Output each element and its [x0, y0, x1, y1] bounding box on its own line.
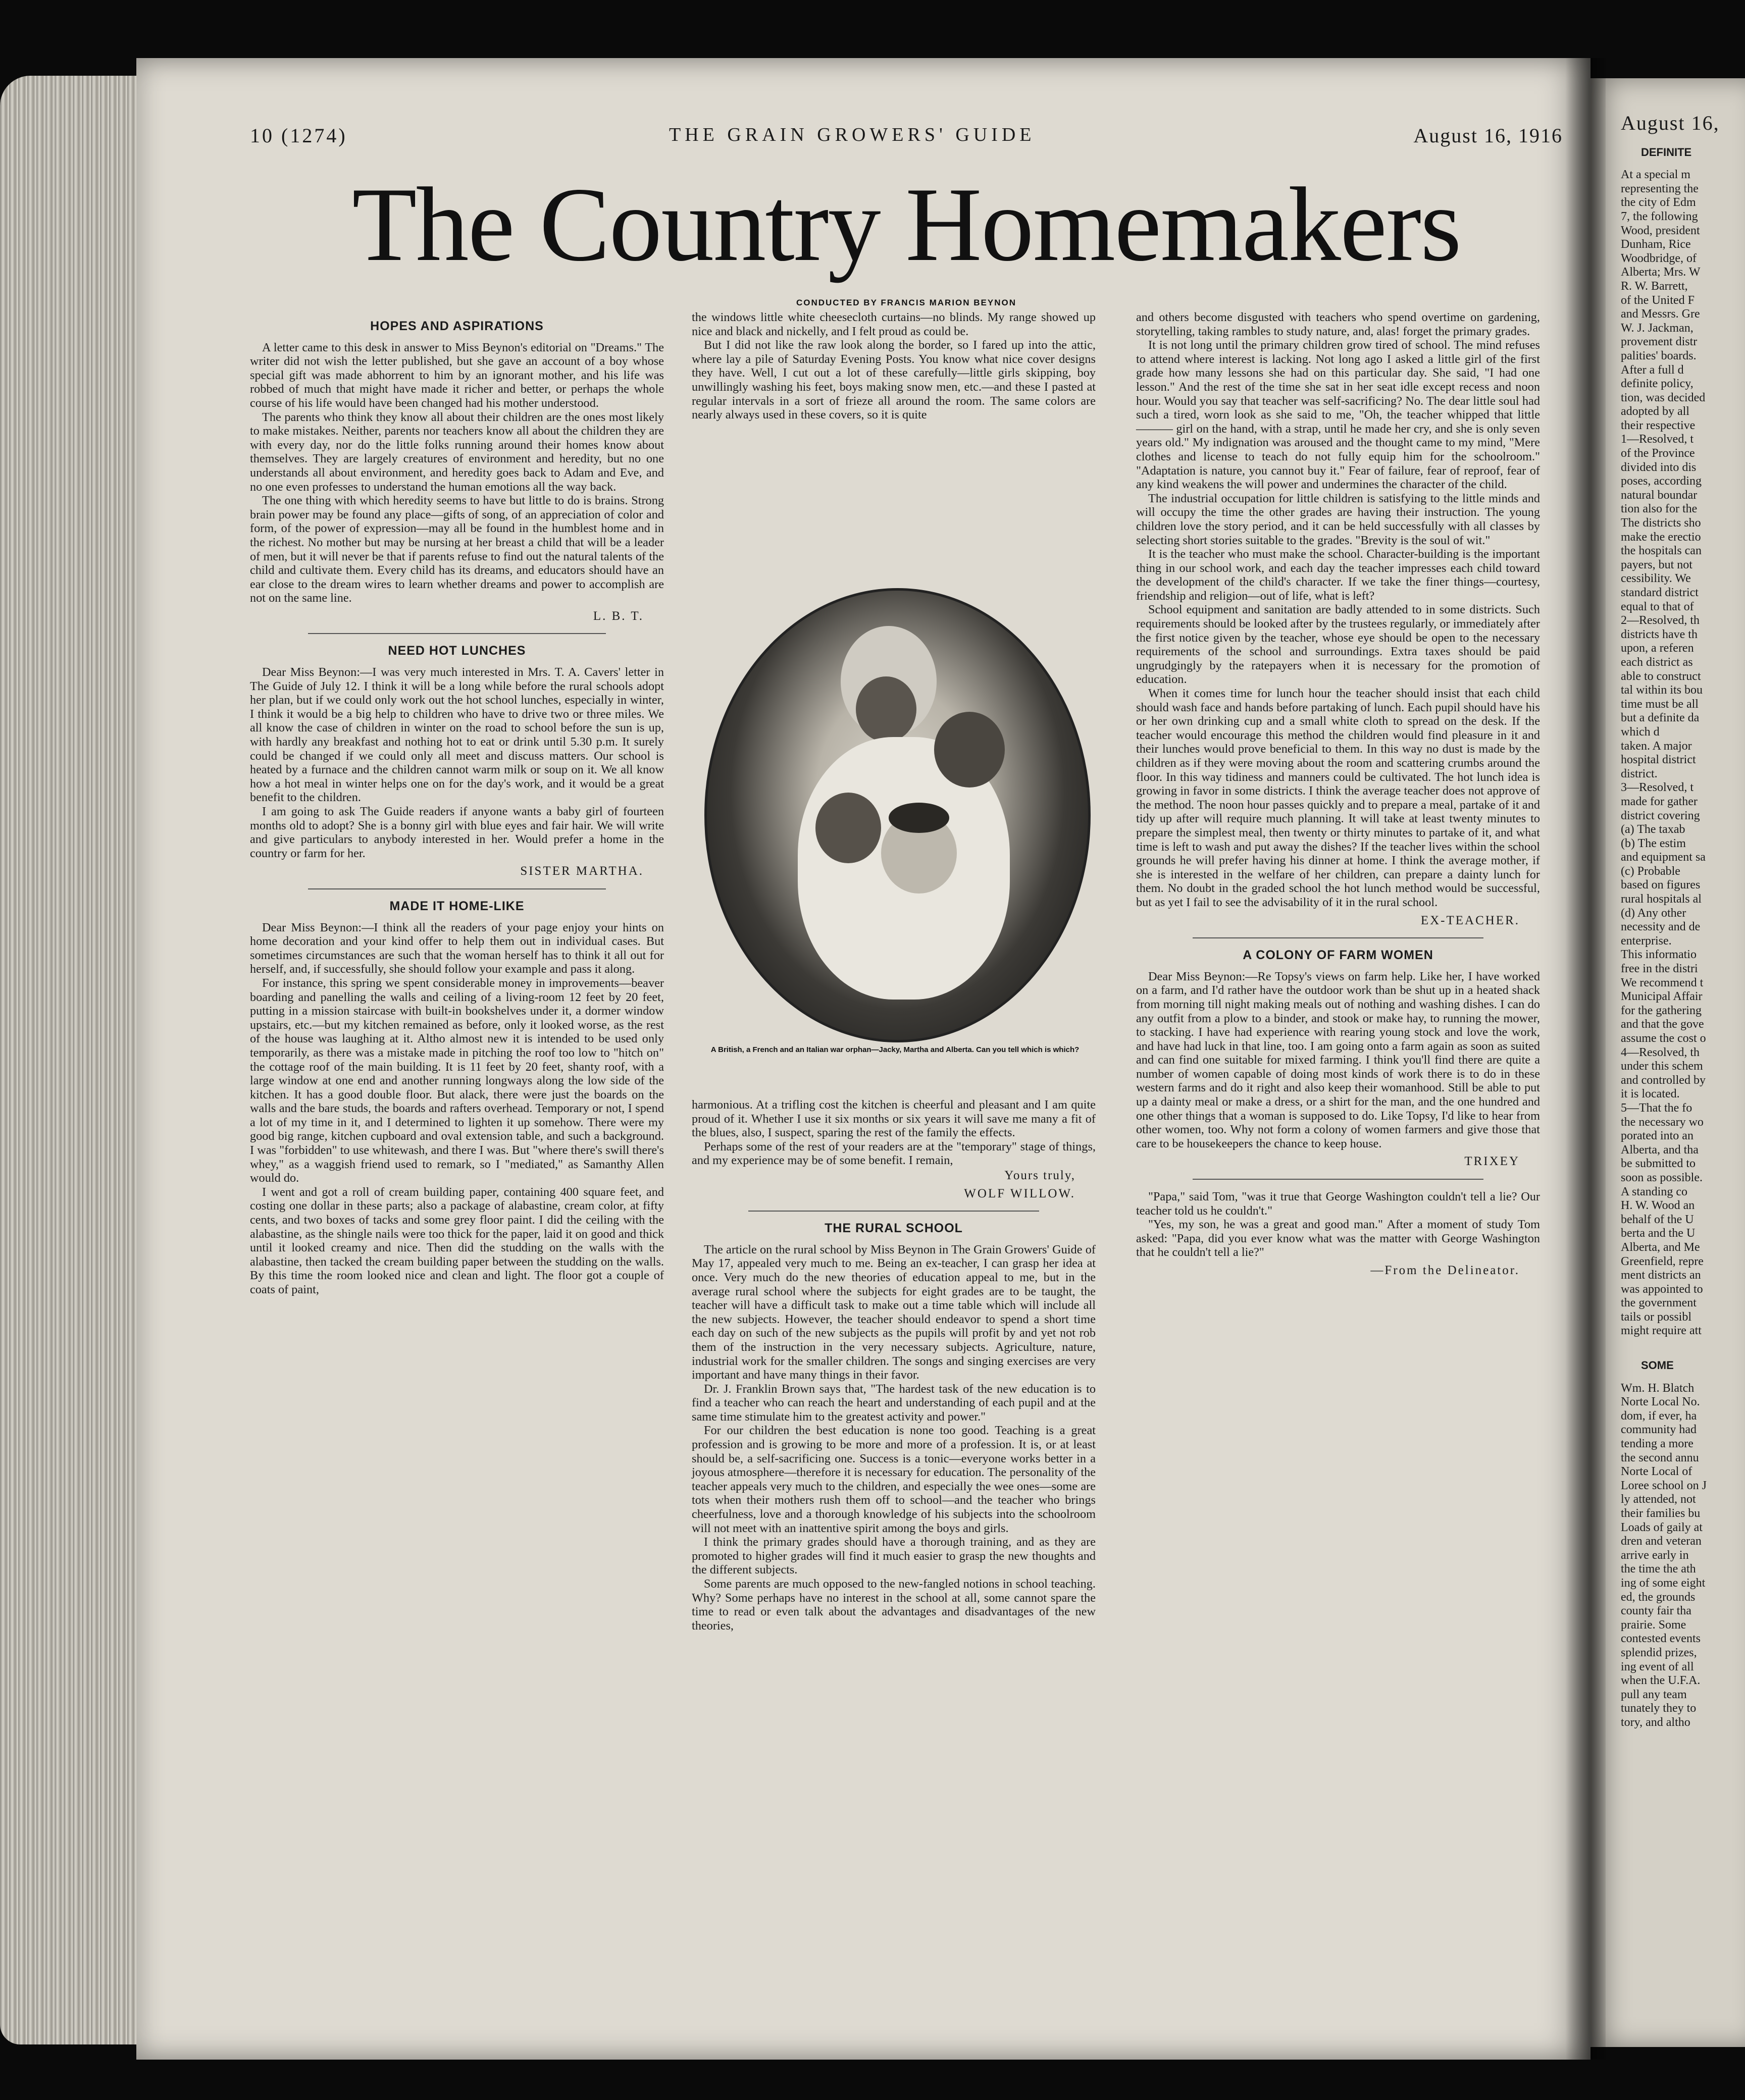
- facing-line: 2—Resolved, th: [1621, 614, 1700, 627]
- facing-line: pull any team: [1621, 1688, 1687, 1701]
- facing-line: time must be all: [1621, 697, 1699, 711]
- facing-line: prairie. Some: [1621, 1618, 1686, 1632]
- article-heading-lunches: NEED HOT LUNCHES: [388, 644, 526, 658]
- paragraph: A letter came to this desk in answer to Miss Beynon's editorial on "Dreams." The writer did not wish the letter published, but she gave an account of a boy whose special gift was made abhorrent to him by an ignorant mother, and his life was robbed of much that might have made it richer and better, or perhaps the whole course of his life would have been changed had his mother understood.: [250, 340, 664, 410]
- facing-line: hospital district: [1621, 753, 1696, 767]
- photo-shape: [934, 712, 1005, 788]
- facing-line: when the U.F.A.: [1621, 1674, 1701, 1688]
- paragraph: the windows little white cheesecloth curtains—no blinds. My range showed up nice and black and nickelly, and I felt proud as could be.: [692, 310, 1096, 338]
- facing-line: equal to that of: [1621, 600, 1694, 613]
- facing-line: upon, a referen: [1621, 642, 1694, 655]
- facing-line: but a definite da: [1621, 711, 1700, 725]
- facing-line: able to construct: [1621, 669, 1701, 683]
- facing-line: ly attended, not: [1621, 1493, 1696, 1506]
- facing-line: their respective: [1621, 418, 1696, 432]
- paragraph: The industrial occupation for little children is satisfying to the little minds and will occupy the time the other grades are having their instruction. The young children love the story period, and it can be held successfully with all classes by selecting short stories suitable to the grades. "Brevity is the soul of wit.": [1136, 491, 1540, 547]
- facing-line: was appointed to: [1621, 1282, 1703, 1296]
- paragraph: "Yes, my son, he was a great and good man." After a moment of study Tom asked: "Papa, did you ever know what was the matter with George Washington that he couldn't tell a lie?": [1136, 1218, 1540, 1259]
- facing-line: H. W. Wood an: [1621, 1199, 1695, 1213]
- facing-line: adopted by all: [1621, 405, 1689, 418]
- facing-line: it is located.: [1621, 1087, 1680, 1101]
- facing-lines-1: [1621, 168, 1745, 1338]
- facing-line: behalf of the U: [1621, 1213, 1694, 1226]
- paragraph: Some parents are much opposed to the new-fangled notions in school teaching. Why? Some perhaps have no interest in the school at all, some cannot spare the time to read or even talk about the advantages and disadvantages of the new theories,: [692, 1577, 1096, 1633]
- article-heading-hopes: HOPES AND ASPIRATIONS: [370, 319, 544, 333]
- facing-line: contested events: [1621, 1632, 1701, 1646]
- paragraph: Dear Miss Beynon:—I was very much interested in Mrs. T. A. Cavers' letter in The Guide of July 12. I think it will be a long while before the rural schools adopt her plan, but if we could only work out the hot school lunches, especially in winter, I think it would be a big help to children who have to drive two or three miles. We all know the case of children in winter on the road to school before the sun is up, with hardly any breakfast and nothing hot to eat or drink until 5.30 p.m. It surely could be changed if we could only all meet and discuss matters. Our school is heated by a furnace and the children cannot warm milk or soup on it. We all know how a hot meal in winter helps one on for the day's work, and it would be a great benefit to the children.: [250, 665, 664, 805]
- source-credit: —From the Delineator.: [1370, 1264, 1520, 1277]
- facing-line: the time the ath: [1621, 1562, 1696, 1576]
- facing-line: At a special m: [1621, 168, 1690, 182]
- column-2-top: [692, 310, 1096, 422]
- facing-line: the hospitals can: [1621, 544, 1702, 558]
- book-page-edges: [0, 76, 141, 2044]
- facing-line: Dunham, Rice: [1621, 238, 1691, 251]
- facing-line: of the United F: [1621, 293, 1695, 307]
- facing-heading-definite: DEFINITE: [1641, 145, 1692, 159]
- column-2-bottom: [692, 1098, 1096, 1633]
- facing-line: representing the: [1621, 182, 1699, 195]
- page-number: 10 (1274): [250, 124, 347, 147]
- facing-line: under this schem: [1621, 1060, 1703, 1073]
- photo-shape: [815, 793, 881, 863]
- column-3: [1136, 310, 1540, 1283]
- facing-line: community had: [1621, 1423, 1697, 1437]
- divider: [308, 633, 606, 634]
- facing-line: and Messrs. Gre: [1621, 307, 1700, 321]
- paragraph: I am going to ask The Guide readers if anyone wants a baby girl of fourteen months old to adopt? She is a bonny girl with blue eyes and fair hair. We will write and give particulars to anybody interested in her. Would prefer a home in the country or farm for her.: [250, 805, 664, 860]
- facing-line: free in the distri: [1621, 962, 1698, 976]
- facing-line: Alberta, and Me: [1621, 1240, 1700, 1254]
- facing-line: tails or possibl: [1621, 1310, 1692, 1324]
- paragraph: The one thing with which heredity seems to have but little to do is brains. Strong brain power may be found any place—gifts of song, of an appreciation of color and form, of the power of expression—may all be found in the humblest home and in the richest. No mother but may be nursing at her breast a child that will be a leader of men, but it will never be that if parents refuse to find out the natural talents of the child and cultivate them. Every child has its dreams, and educators should have an ear close to the dream wires to learn whether dreams and power to accomplish are not on the same line.: [250, 494, 664, 605]
- paragraph: When it comes time for lunch hour the teacher should insist that each child should wash face and hands before partaking of lunch. Each pupil should have his or her own drinking cup and a small white cloth to spread on the desk. If the teacher would encourage this method the children would find pleasure in it and their lunches would prove beneficial to them. In this way no dust is made by the children as if they were moving about the room and scattering crumbs around the floor. In this way tidiness and manners could be cultivated. The hot lunch idea is growing in favor in some districts. I think the average teacher does not approve of the method. The noon hour passes quickly and to prepare a meal, partake of it and tidy up after will require much planning. It will take at least twenty minutes to prepare the simplest meal, then twenty or thirty minutes to partake of it, and what time is left to wash and put away the dishes? If the teacher lives within the school grounds he will prefer having his dinner at home. I think the average mother, if she is interested in the welfare of her children, can prepare a dainty lunch for them. No doubt in the graded school the hot lunch method would be successful, but as yet I fail to see the advisability of it in the rural school.: [1136, 687, 1540, 909]
- facing-line: the government: [1621, 1296, 1697, 1310]
- divider: [1193, 1179, 1483, 1180]
- photo-shape: [889, 803, 949, 833]
- facing-line: rural hospitals al: [1621, 892, 1702, 906]
- facing-line: taken. A major: [1621, 739, 1692, 753]
- facing-line: be submitted to: [1621, 1157, 1696, 1171]
- facing-line: cessibility. We: [1621, 572, 1691, 586]
- facing-line: Woodbridge, of: [1621, 251, 1697, 265]
- paragraph: For instance, this spring we spent considerable money in improvements—beaver boarding and panelling the walls and ceiling of a living-room 12 feet by 20 feet, putting in a mission staircase with built-in bookshelves under it, a dormer window upstairs, etc.—but my kitchen remained as before, only it looked worse, as the rest of the house was laughing at it. Altho almost new it is intended to be used only temporarily, as there was a mistake made in pitching the roof too low to "hitch on" the cottage roof of the main building. It is 11 feet by 20 feet, shanty roof, with a large window at one end and another running longways along the low side of the kitchen. It has a good double floor. But alack, there were just the boards on the walls and the bare studs, the boards and rafters overhead. Temporary or not, I spend a lot of my time in it, and I determined to lighten it up somehow. There were my good big range, kitchen cupboard and oval extension table, and such a background. I was "forbidden" to use whitewash, and there I was. But "where there's swill there's whey," as a waggish friend used to remark, so I "mediated," as Samanthy Allen would do.: [250, 976, 664, 1185]
- book-gutter: [1565, 58, 1606, 2060]
- paragraph: harmonious. At a trifling cost the kitchen is cheerful and pleasant and I am quite proud of it. Whether I use it six months or six years it will save me many a fit of the blues, also, I suspect, sparing the rest of the family the effects.: [692, 1098, 1096, 1140]
- facing-line: the necessary wo: [1621, 1115, 1704, 1129]
- paragraph: "Papa," said Tom, "was it true that George Washington couldn't tell a lie? Our teacher told us he couldn't.": [1136, 1190, 1540, 1218]
- photo-figure: [699, 588, 1091, 1060]
- facing-line: each district as: [1621, 655, 1693, 669]
- paragraph: Dear Miss Beynon:—I think all the readers of your page enjoy your hints on home decoration and your kind offer to help them out in individual cases. But sometimes circumstances are such that the woman herself has to think it all out for herself, and, if successfully, she should follow your example and pass it along.: [250, 920, 664, 976]
- divider: [308, 888, 606, 889]
- facing-line: 7, the following: [1621, 209, 1698, 223]
- facing-line: and controlled by: [1621, 1073, 1706, 1087]
- facing-line: After a full d: [1621, 363, 1684, 377]
- facing-line: county fair tha: [1621, 1604, 1691, 1618]
- facing-line: Greenfield, repre: [1621, 1254, 1704, 1268]
- facing-line: payers, but not: [1621, 558, 1692, 571]
- facing-line: arrive early in: [1621, 1548, 1689, 1562]
- facing-line: tunately they to: [1621, 1702, 1697, 1715]
- facing-line: Wood, president: [1621, 224, 1700, 237]
- facing-line: Norte Local of: [1621, 1465, 1692, 1479]
- facing-line: Wm. H. Blatch: [1621, 1381, 1695, 1395]
- facing-line: natural boundar: [1621, 488, 1698, 502]
- facing-line: divided into dis: [1621, 460, 1697, 474]
- paragraph: Perhaps some of the rest of your readers are at the "temporary" stage of things, and my experience may be of some benefit. I remain,: [692, 1139, 1096, 1168]
- paragraph: It is the teacher who must make the school. Character-building is the important thing in our school work, and each day the teacher impresses each child toward the development of the child's character. If we take the finer things—courtesy, friendship and religion—out of life, what is left?: [1136, 547, 1540, 603]
- facing-line: based on figures: [1621, 878, 1701, 892]
- photo-shape: [856, 676, 916, 742]
- facing-line: of the Province: [1621, 447, 1695, 460]
- facing-line: (d) Any other: [1621, 906, 1686, 920]
- facing-line: and that the gove: [1621, 1018, 1704, 1031]
- facing-line: standard district: [1621, 586, 1699, 599]
- facing-line: the city of Edm: [1621, 196, 1696, 209]
- facing-line: Alberta; Mrs. W: [1621, 266, 1701, 279]
- signature: TRIXEY: [1464, 1154, 1520, 1169]
- issue-date: August 16, 1916: [1413, 124, 1563, 147]
- conducted-by: CONDUCTED BY FRANCIS MARION BEYNON: [796, 298, 1017, 307]
- facing-line: and equipment sa: [1621, 851, 1706, 864]
- paragraph: Dear Miss Beynon:—Re Topsy's views on farm help. Like her, I have worked on a farm, and I'd rather have the outdoor work than be shut up in a heated shack from morning till night making meals out of nothing and washing dishes. I can do any outfit from a plow to a binder, and stook or make hay, to running the mower, to stacking. I have had experience with rearing young stock and love the work, and have had luck in that line, too. I am going onto a farm again as soon as suited and can find one suitable for mixed farming. I think you'll find there are quite a number of women capable of doing most kinds of work there is to do in these western farms and do it right and also keep their womanhood. Still be able to put up a dainty meal or make a dress, or a shirt for the man, and the one hundred and one other things that a woman is supposed to do. Like Topsy, I'd like to hear from other women, too. Why not form a colony of women farmers and give those that care to be housekeepers the chance to keep house.: [1136, 969, 1540, 1150]
- facing-line: This informatio: [1621, 948, 1697, 962]
- facing-line: berta and the U: [1621, 1227, 1696, 1240]
- facing-line: necessity and de: [1621, 920, 1701, 934]
- facing-page-text: [1621, 112, 1745, 1730]
- facing-line: Loads of gaily at: [1621, 1520, 1703, 1534]
- article-heading-colony: A COLONY OF FARM WOMEN: [1243, 948, 1433, 963]
- signature: SISTER MARTHA.: [520, 864, 644, 878]
- facing-line: tending a more: [1621, 1437, 1693, 1451]
- facing-line: districts have th: [1621, 627, 1698, 641]
- facing-line: Loree school on J: [1621, 1479, 1707, 1492]
- facing-line: which d: [1621, 725, 1660, 739]
- facing-line: tion also for the: [1621, 502, 1698, 516]
- facing-line: might require att: [1621, 1324, 1702, 1338]
- facing-heading-some: SOME: [1641, 1359, 1674, 1372]
- running-header: [250, 124, 1563, 154]
- facing-line: made for gather: [1621, 795, 1698, 808]
- publication-name: THE GRAIN GROWERS' GUIDE: [669, 124, 1036, 145]
- facing-line: ed, the grounds: [1621, 1590, 1696, 1604]
- facing-line: district.: [1621, 767, 1658, 780]
- facing-line: enterprise.: [1621, 934, 1672, 948]
- facing-line: district covering: [1621, 809, 1700, 822]
- divider: [1193, 937, 1483, 938]
- paragraph: But I did not like the raw look along the border, so I fared up into the attic, where lay a pile of Saturday Evening Posts. You know what nice cover designs they have. Well, I cut out a lot of these carefully—little girls skipping, boy unwillingly washing his feet, boys making snow men, etc.—and these I pasted at regular intervals in a sort of frieze all around the room. The same colors are nearly always used in these covers, so it is quite: [692, 338, 1096, 422]
- paragraph: I think the primary grades should have a thorough training, and as they are promoted to higher grades will find it much easier to grasp the new thoughts and the different subjects.: [692, 1535, 1096, 1577]
- facing-line: definite policy,: [1621, 377, 1693, 391]
- facing-line: palities' boards.: [1621, 349, 1697, 362]
- facing-line: (b) The estim: [1621, 836, 1686, 850]
- facing-line: poses, according: [1621, 475, 1702, 488]
- facing-line: ing event of all: [1621, 1660, 1694, 1673]
- signature: L. B. T.: [593, 609, 644, 623]
- facing-line: dom, if ever, ha: [1621, 1409, 1697, 1423]
- facing-lines-2: [1621, 1382, 1745, 1730]
- facing-line: (a) The taxab: [1621, 823, 1685, 836]
- facing-line: A standing co: [1621, 1185, 1687, 1198]
- facing-line: 4—Resolved, th: [1621, 1045, 1700, 1059]
- signature: EX-TEACHER.: [1420, 913, 1520, 927]
- paragraph: Dr. J. Franklin Brown says that, "The hardest task of the new education is to find a teacher who can reach the heart and understanding of each pupil and at the same time stimulate him to the greatest activity and power.": [692, 1382, 1096, 1424]
- paragraph: For our children the best education is none too good. Teaching is a great profession and is growing to be more and more of a profession. It is, or at least should be, a self-sacrificing one. Success is a tonic—everyone works better in a joyous atmosphere—therefore it is necessary for education. The personality of the teacher appeals very much to the children, and especially the wee ones—some are tots when their mothers rush them off to school—and the teacher who brings cheerfulness, love and a thorough knowledge of his subjects into the schoolroom will not meet with an inattentive spirit among the boys and girls.: [692, 1424, 1096, 1535]
- facing-line: provement distr: [1621, 335, 1698, 349]
- facing-line: dren and veteran: [1621, 1535, 1702, 1548]
- facing-line: The districts sho: [1621, 516, 1701, 530]
- facing-line: 3—Resolved, t: [1621, 781, 1693, 795]
- facing-line: porated into an: [1621, 1129, 1693, 1143]
- photo-caption: A British, a French and an Italian war orphan—Jacky, Martha and Alberta. Can you tell which is which?: [710, 1045, 1080, 1054]
- facing-line: Municipal Affair: [1621, 990, 1703, 1004]
- facing-line: W. J. Jackman,: [1621, 321, 1693, 335]
- facing-line: make the erectio: [1621, 530, 1701, 544]
- facing-line: 1—Resolved, t: [1621, 433, 1693, 446]
- facing-line: ing of some eight: [1621, 1576, 1706, 1590]
- facing-line: R. W. Barrett,: [1621, 279, 1688, 293]
- facing-line: the second annu: [1621, 1451, 1699, 1464]
- facing-line: tory, and altho: [1621, 1715, 1690, 1729]
- divider: [748, 1211, 1039, 1212]
- paragraph: The parents who think they know all about their children are the ones most likely to make mistakes. Neither, parents nor teachers know all about the children they are with every day, nor do the little folks running around their homes know about themselves. They are largely creatures of environment and heredity, but no one understands all about environment, and heredity goes back to Adam and Eve, and no one even professes to understand the human emotions all the way back.: [250, 410, 664, 494]
- facing-line: (c) Probable: [1621, 864, 1680, 878]
- facing-line: tion, was decided: [1621, 391, 1706, 404]
- facing-line: ment districts an: [1621, 1269, 1701, 1282]
- column-1: [250, 310, 664, 1297]
- article-heading-rural: THE RURAL SCHOOL: [825, 1221, 963, 1236]
- letter-closing: Yours truly,: [1004, 1168, 1075, 1182]
- facing-line: for the gathering: [1621, 1004, 1702, 1017]
- facing-line: tal within its bou: [1621, 684, 1703, 697]
- paragraph: The article on the rural school by Miss Beynon in The Grain Growers' Guide of May 17, appealed very much to me. Being an ex-teacher, I can grasp her idea at once. Very much do the new theories of education appeal to me, but in the average rural school where the subjects for eight grades are to be taught, the teacher will have a difficult task to make out a time table which will include all the new subjects. However, the teacher should endeavor to spend a short time each day on such of the new subjects as the pupils will profit by and yet not rob them of the instruction in the very necessary subjects. Agriculture, nature, industrial work for the smaller children. The songs and singing exercises are very important and have many things in their favor.: [692, 1242, 1096, 1382]
- article-heading-homelike: MADE IT HOME-LIKE: [389, 899, 525, 913]
- facing-line: assume the cost o: [1621, 1032, 1706, 1045]
- war-orphans-photo: [704, 588, 1091, 1042]
- paragraph: It is not long until the primary children grow tired of school. The mind refuses to attend where interest is lacking. Not long ago I asked a little girl of the first grade how many lessons she had on this particular day. She said, "I had one lesson." And the rest of the time she sat in her seat idle except recess and noon hour. Would you say that teacher was self-sacrificing? No. The dear little soul had such a tired, worn look as she said to me, "Oh, the teacher whipped that little ——— girl on the hand, with a strap, until he made her cry, and she is only seven years old." My indignation was aroused and the thought came to my mind, "Mere clothes and license to teach do not fully equip him for the schoolroom." "Adaptation is nature, you cannot buy it." Fear of failure, fear of reproof, fear of any kind weakens the will power and undermines the character of the child.: [1136, 338, 1540, 492]
- paragraph: and others become disgusted with teachers who spend overtime on gardening, storytelling, taking rambles to study nature, and, alas! forget the primary grades.: [1136, 310, 1540, 338]
- facing-line: splendid prizes,: [1621, 1646, 1697, 1659]
- facing-line: Norte Local No.: [1621, 1395, 1700, 1409]
- facing-line: 5—That the fo: [1621, 1101, 1692, 1115]
- facing-line: We recommend t: [1621, 976, 1704, 989]
- paragraph: School equipment and sanitation are badly attended to in some districts. Such requirements should be looked after by the trustees regularly, or immediately after the first notice given by the teacher, whose eye should be open to the necessary requirements of the school and surroundings. Extra taxes should be paid ungrudgingly by the ratepayers when it is necessary for the promotion of education.: [1136, 603, 1540, 687]
- facing-page-header: August 16,: [1621, 112, 1720, 134]
- paragraph: I went and got a roll of cream building paper, containing 400 square feet, and costing one dollar in these parts; also a package of alabastine, cream color, at fifty cents, and two boxes of tacks and some grey floor paint. I did the ceiling with the alabastine, as the shingle nails were too thick for the paper, laid it on good and thick until it looked creamy and nice. Then did the studding on the walls with the alabastine, then tacked the cream building paper between the studding on the walls. By this time the room looked nice and clean and light. The floor got a couple of coats of paint,: [250, 1185, 664, 1296]
- facing-line: Alberta, and tha: [1621, 1143, 1699, 1157]
- facing-line: their families bu: [1621, 1507, 1701, 1520]
- facing-line: soon as possible.: [1621, 1171, 1703, 1184]
- page-title: The Country Homemakers: [352, 166, 1461, 283]
- signature: WOLF WILLOW.: [964, 1186, 1075, 1200]
